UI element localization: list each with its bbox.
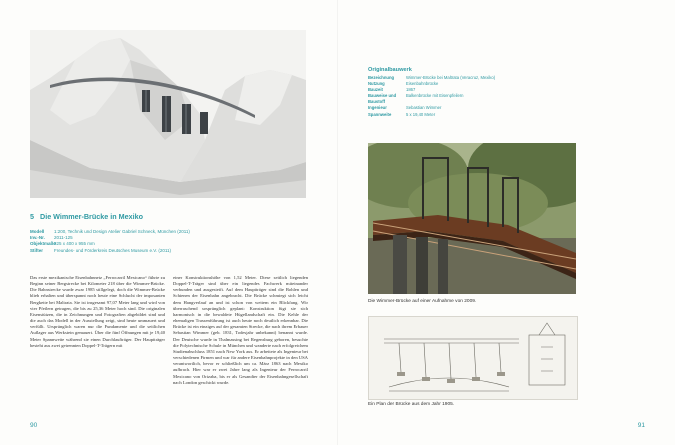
section-title: Die Wimmer-Brücke in Mexiko — [40, 212, 143, 221]
meta-value: 1867 — [406, 87, 416, 93]
left-page — [0, 0, 337, 445]
meta-key: Stifter — [30, 247, 44, 253]
bridge-photo — [368, 143, 576, 294]
page-number-right: 91 — [637, 422, 645, 429]
meta-row — [368, 112, 538, 118]
photo-caption: Die Wimmer-Brücke auf einer Aufnahme von 2009. — [368, 299, 477, 304]
meta-key: Spannweite — [368, 111, 392, 117]
section-heading — [30, 212, 306, 221]
meta-key: Ingenieur — [368, 105, 387, 111]
meta-value: 325 x 400 x 955 mm — [54, 241, 95, 247]
meta-value: Freundes- und Förderkreis Deutsches Museum e.V. (2011) — [54, 247, 172, 253]
meta-value: 5 x 19,40 Meter — [406, 111, 436, 117]
meta-key: Modell — [30, 229, 45, 234]
meta-key: Inv.-Nr. — [30, 235, 45, 241]
model-illustration — [30, 30, 306, 198]
model-metadata — [30, 229, 306, 254]
bridge-model-photo — [30, 30, 306, 198]
meta-value: Eisenbahnbrücke — [406, 81, 439, 87]
section-number: 5 — [30, 212, 34, 221]
body-column-1: Das erste mexikanische Eisenbahnnetz „Ferrocarril Mexicano“ führte zu Beginn seiner Bergstrecke bei Kilometer 218 über die Wimmer-Brücke. Die Bahnstrecke wurde zwar 1985 stillgelegt, doch die Wimmer-Brücke blieb erhalten und überspannt noch heute eine Schlucht der imposanten Bergkette bei Maltrata. Sie ist insgesamt 97,07 Meter lang und wird von vier Pfeilern getragen, die bis zu 25,36 Meter hoch sind. Die originalen Eisenstützen, die in Zeichnungen und Fotografien abgebildet sind und die auch das Modell in der Ausstellung zeigt, sind heute ummauert und verfüllt. Ursprünglich waren nur die Fundamente und die seitlichen Auflager aus Werkstein gemauert. Über die fünf Öffnungen mit je 19,40 Meter Spannweite während sie einen Durchlaufträger. Der Hauptträger besteht aus zwei getrennten Doppel-T-Trägern mit — [30, 275, 165, 348]
page-number-left: 90 — [30, 422, 38, 429]
plan-caption: Ein Plan der Brücke aus dem Jahr 1905. — [368, 402, 455, 407]
original-structure-metadata — [368, 75, 538, 118]
meta-key: Nutzung — [368, 81, 385, 87]
meta-value: 1:200, Technik und Design Atelier Gabriel Schneck, München (2011) — [54, 229, 190, 234]
meta-key: Bauweise und Baustoff — [368, 93, 397, 105]
meta-value: Sebastian Wimmer — [406, 105, 442, 111]
original-structure-title: Originalbauwerk — [368, 67, 412, 73]
meta-value: Wimmer-Brücke bei Maltrata (Veracruz, Mexiko) — [406, 75, 496, 80]
meta-key: Objektmaße — [30, 241, 56, 247]
meta-key: Bezeichnung — [368, 75, 395, 80]
right-page — [338, 0, 675, 445]
plan-illustration — [369, 317, 577, 399]
meta-row — [30, 248, 306, 254]
meta-value: 2011-125 — [54, 235, 73, 241]
bridge-photo-illustration — [368, 143, 576, 294]
body-column-2: einer Konstruktionshöhe von 1,52 Meter. Diese seitlich liegenden Doppel-T-Träger sind über ein liegendes Fachwerk miteinander verbunden und ausgesteift. Auf dem Hauptträger sind die Bohlen und Schienen der Eisenbahn angebracht. Die Brücke schmiegt sich leicht dem Hangverlauf an und ist schon von weitem ein Blickfang. Wir überraschend ursprünglich geplant: Konstruktion fügt sie sich harmonisch in die bewaldete Hügellandschaft ein. Die Kehle der ehemaligen Trassenführung ist auch heute noch deutlich erkennbar. Die Brücke ist ein einziges auf der gesamten Strecke, die nach ihrem Erbauer Sebastian Wimmer (geb. 1831, Todesjahr unbekannt) benannt wurde. Der Deutsche wurde in Thalmassing bei Regensburg geboren, besuchte die Polytechnische Schule in München und wanderte nach erfolgreichem Studienabschluss 1851 nach New York aus. Er arbeitete als Ingenieur bei verschiedenen Firmen und war für andere Eisenbahnprojekte in den USA verantwortlich, bevor er schließlich um ca. März 1863 nach Mexiko aufbrach. Hier war er zwei Jahre lang als Ingenieur der Ferrocarril Mexicano von Orizaba, bis er als Gesandter der Eisenbahngesellschaft nach London geschickt wurde. — [173, 275, 308, 385]
meta-value: Balkenbrücke mit Eisenpfeilern — [406, 93, 464, 99]
meta-key: Bauzeit — [368, 87, 383, 93]
meta-row — [368, 93, 538, 105]
bridge-plan-drawing — [368, 316, 578, 400]
